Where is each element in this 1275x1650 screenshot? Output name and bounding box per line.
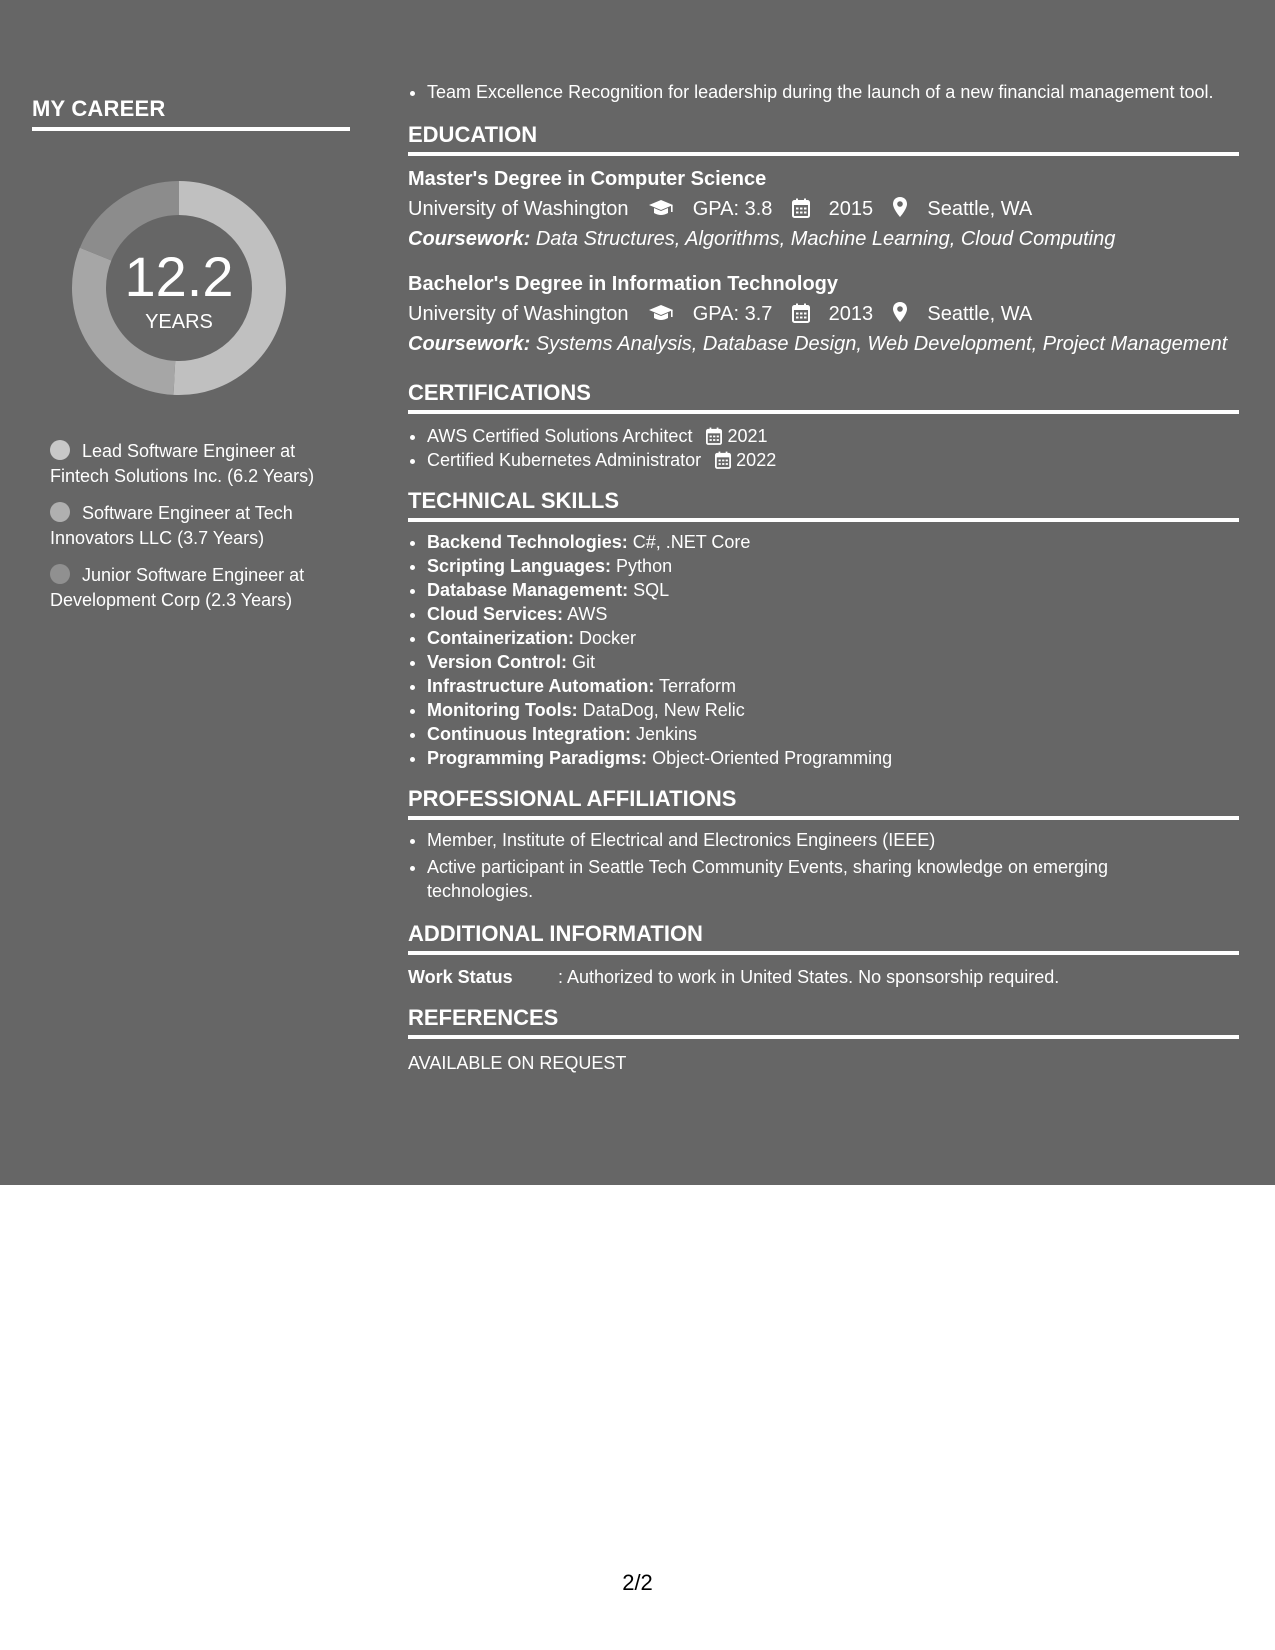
- certification-name: Certified Kubernetes Administrator: [427, 450, 702, 470]
- legend-dot-icon: [50, 502, 70, 522]
- education-entry: [408, 166, 1239, 253]
- skill-item: [427, 674, 1239, 698]
- skill-value: Docker: [579, 628, 637, 648]
- skill-label: Containerization:: [427, 628, 574, 648]
- skill-value: SQL: [633, 580, 670, 600]
- certification-year: 2022: [736, 450, 777, 470]
- certification-item: [427, 448, 1239, 472]
- graduation-cap-icon: [648, 303, 674, 323]
- affiliation-item: • Active participant in Seattle Tech Community Events, sharing knowledge on emerging technologies.: [427, 855, 1239, 903]
- skill-label: Infrastructure Automation:: [427, 676, 655, 696]
- skill-value: Object-Oriented Programming: [652, 748, 893, 768]
- gpa-value: GPA: 3.7: [692, 303, 773, 325]
- skill-label: Database Management:: [427, 580, 629, 600]
- coursework-text: Data Structures, Algorithms, Machine Learning, Cloud Computing: [535, 228, 1116, 250]
- affiliation-item: • Member, Institute of Electrical and Electronics Engineers (IEEE): [427, 828, 1239, 852]
- legend-dot-icon: [50, 564, 70, 584]
- coursework-label: Coursework:: [408, 333, 531, 355]
- references-heading: REFERENCES: [408, 1005, 1239, 1039]
- certification-name: AWS Certified Solutions Architect: [427, 426, 693, 446]
- skill-item: [427, 602, 1239, 626]
- work-status-label: Work Status: [408, 967, 513, 987]
- skill-item: [427, 578, 1239, 602]
- certifications-list: [408, 424, 1239, 472]
- certifications-heading: CERTIFICATIONS: [408, 380, 1239, 414]
- skill-label: Backend Technologies:: [427, 532, 628, 552]
- skill-value: C#, .NET Core: [632, 532, 751, 552]
- skill-label: Programming Paradigms:: [427, 748, 648, 768]
- sidebar-title: MY CAREER: [32, 96, 350, 131]
- career-legend-item: [50, 501, 350, 550]
- school-location: Seattle, WA: [927, 303, 1033, 325]
- career-sidebar: [32, 96, 352, 625]
- graduation-cap-icon: [648, 198, 674, 218]
- location-pin-icon: [892, 301, 908, 323]
- skill-label: Cloud Services:: [427, 604, 564, 624]
- skill-item: [427, 530, 1239, 554]
- degree-title: Bachelor's Degree in Information Technology: [408, 273, 839, 295]
- career-item-label: Lead Software Engineer at Fintech Solutions Inc. (6.2 Years): [50, 441, 315, 486]
- skill-item: [427, 650, 1239, 674]
- career-legend-item: [50, 563, 350, 612]
- calendar-icon: [715, 451, 731, 469]
- skill-item: [427, 626, 1239, 650]
- skill-label: Version Control:: [427, 652, 568, 672]
- calendar-icon: [706, 427, 722, 445]
- gpa-value: GPA: 3.8: [692, 198, 773, 220]
- education-meta: [408, 300, 1239, 328]
- education-heading: EDUCATION: [408, 122, 1239, 156]
- certification-item: [427, 424, 1239, 448]
- skills-list: [408, 530, 1239, 770]
- career-item-label: Software Engineer at Tech Innovators LLC (3.7 Years): [50, 503, 293, 548]
- skill-value: DataDog, New Relic: [582, 700, 745, 720]
- education-meta: [408, 195, 1239, 223]
- legend-dot-icon: [50, 440, 70, 460]
- school-location: Seattle, WA: [927, 198, 1033, 220]
- total-years-unit: YEARS: [145, 311, 213, 333]
- resume-main-column: [408, 80, 1239, 1074]
- career-item-label: Junior Software Engineer at Development Corp (2.3 Years): [50, 565, 305, 610]
- school-name: University of Washington: [408, 303, 629, 325]
- additional-info-heading: ADDITIONAL INFORMATION: [408, 921, 1239, 955]
- references-text: AVAILABLE ON REQUEST: [408, 1053, 627, 1073]
- coursework-line: [408, 330, 1239, 358]
- donut-center: [64, 173, 294, 403]
- coursework-label: Coursework:: [408, 228, 531, 250]
- skill-item: [427, 722, 1239, 746]
- calendar-icon: [792, 198, 810, 218]
- skill-value: Jenkins: [635, 724, 698, 744]
- skill-label: Scripting Languages:: [427, 556, 612, 576]
- skill-item: [427, 698, 1239, 722]
- career-legend-item: [50, 439, 350, 488]
- affiliations-list: [408, 828, 1239, 903]
- achievement-item: • Team Excellence Recognition for leadership during the launch of a new financial management tool.: [427, 80, 1239, 104]
- graduation-year: 2013: [828, 303, 874, 325]
- certification-year: 2021: [727, 426, 768, 446]
- achievement-list: [408, 80, 1239, 104]
- skill-value: Git: [572, 652, 596, 672]
- education-entry: [408, 271, 1239, 358]
- skill-item: [427, 746, 1239, 770]
- calendar-icon: [792, 303, 810, 323]
- skill-value: Terraform: [659, 676, 737, 696]
- skill-value: AWS: [567, 604, 608, 624]
- coursework-line: [408, 225, 1239, 253]
- skill-value: Python: [616, 556, 673, 576]
- work-status-value: : Authorized to work in United States. No sponsorship required.: [558, 967, 1060, 987]
- skill-item: [427, 554, 1239, 578]
- page-number: 2/2: [622, 1570, 653, 1595]
- career-donut-chart: [64, 173, 294, 403]
- work-status-row: [408, 965, 1239, 989]
- graduation-year: 2015: [828, 198, 874, 220]
- total-years-value: 12.2: [124, 245, 234, 308]
- degree-title: Master's Degree in Computer Science: [408, 168, 767, 190]
- location-pin-icon: [892, 196, 908, 218]
- skill-label: Continuous Integration:: [427, 724, 631, 744]
- affiliations-heading: PROFESSIONAL AFFILIATIONS: [408, 786, 1239, 820]
- skill-label: Monitoring Tools:: [427, 700, 578, 720]
- career-legend: [50, 439, 350, 612]
- coursework-text: Systems Analysis, Database Design, Web Development, Project Management: [535, 333, 1228, 355]
- technical-skills-heading: TECHNICAL SKILLS: [408, 488, 1239, 522]
- school-name: University of Washington: [408, 198, 629, 220]
